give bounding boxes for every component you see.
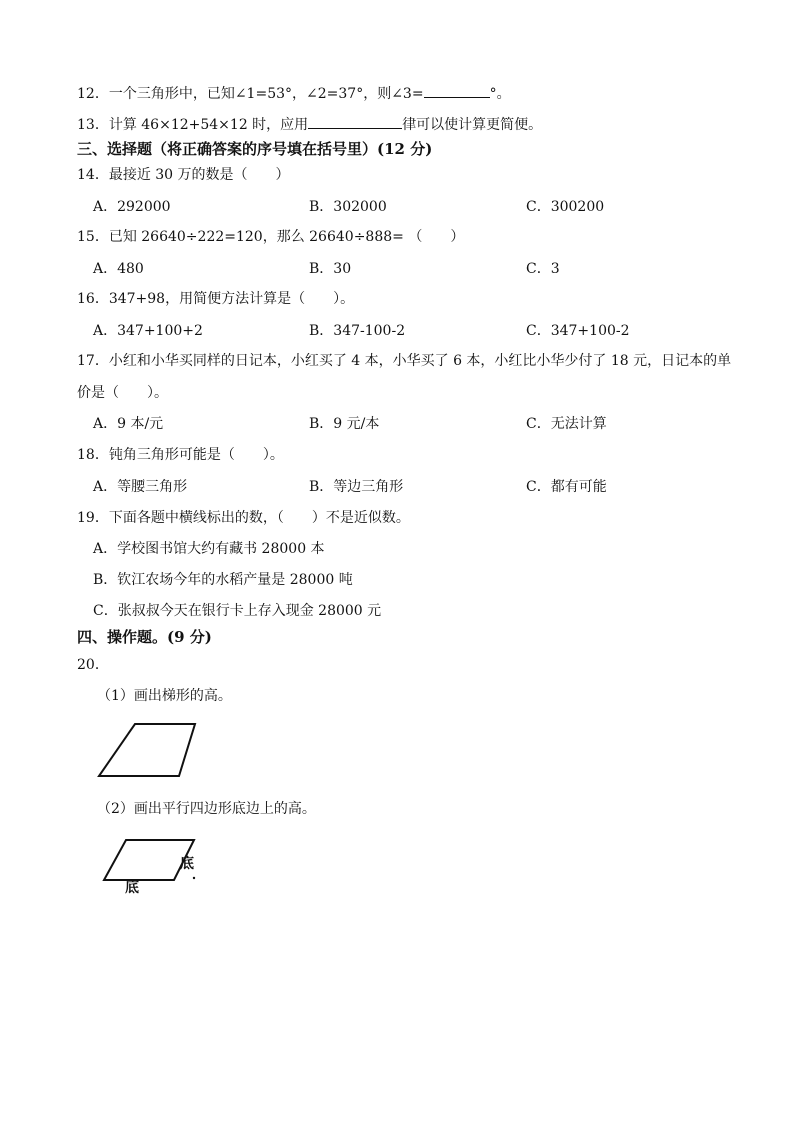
- q17-option-b[interactable]: B．9 元/本: [309, 416, 380, 432]
- q17-stem-line2: 价是（ ）。: [77, 385, 168, 401]
- q16-option-c[interactable]: C．347+100-2: [526, 323, 630, 339]
- q13-line: [77, 114, 542, 134]
- q15-option-a[interactable]: A．480: [93, 261, 144, 277]
- trapezoid-shape: [99, 724, 195, 776]
- q13-stem: 计算 46×12+54×12 时，应用: [108, 117, 309, 133]
- q18-option-a[interactable]: A．等腰三角形: [93, 479, 188, 495]
- q19-stem: 19．下面各题中横线标出的数，（ ）不是近似数。: [77, 510, 410, 526]
- section-4-heading: 四、操作题。(9 分): [77, 628, 212, 646]
- q18-stem: 18．钝角三角形可能是（ ）。: [77, 447, 284, 463]
- q17-stem-line1: 17．小红和小华买同样的日记本，小红买了 4 本，小华买了 6 本，小红比小华少付了 18 元，日记本的单: [77, 353, 732, 369]
- q20-number: 20．: [77, 657, 109, 673]
- q19-option-c[interactable]: C．张叔叔今天在银行卡上存入现金 28000 元: [93, 603, 382, 619]
- q18-option-b[interactable]: B．等边三角形: [309, 479, 404, 495]
- q17-option-c[interactable]: C．无法计算: [526, 416, 607, 432]
- q19-option-a[interactable]: A．学校图书馆大约有藏书 28000 本: [93, 541, 325, 557]
- q13-tail: 律可以使计算更简便。: [402, 117, 543, 133]
- q14-option-b[interactable]: B．302000: [309, 199, 387, 215]
- q12-line: [77, 83, 511, 103]
- q14-stem: 14．最接近 30 万的数是（ ）: [77, 167, 290, 183]
- parallelogram-side-base-label: 底: [180, 856, 194, 872]
- q13-num: 13．: [77, 117, 109, 133]
- parallelogram-bottom-base-label: 底: [125, 880, 139, 896]
- q14-option-a[interactable]: A．292000: [93, 199, 171, 215]
- q15-option-b[interactable]: B．30: [309, 261, 352, 277]
- q12-text: 12．: [77, 86, 109, 102]
- section-3-heading: 三、选择题（将正确答案的序号填在括号里）(12 分): [77, 140, 433, 158]
- q20-sub1: （1）画出梯形的高。: [97, 688, 232, 704]
- q17-option-a[interactable]: A．9 本/元: [93, 416, 164, 432]
- q12-answer-blank[interactable]: [424, 83, 490, 98]
- trapezoid-figure[interactable]: [95, 720, 205, 782]
- q16-option-b[interactable]: B．347-100-2: [309, 323, 406, 339]
- vertex-dot: [193, 877, 195, 879]
- q16-option-a[interactable]: A．347+100+2: [93, 323, 203, 339]
- q18-option-c[interactable]: C．都有可能: [526, 479, 607, 495]
- q19-option-b[interactable]: B．钦江农场今年的水稻产量是 28000 吨: [93, 572, 353, 588]
- q16-stem: 16．347+98，用简便方法计算是（ ）。: [77, 291, 355, 307]
- q15-stem: 15．已知 26640÷222=120，那么 26640÷888= （ ）: [77, 229, 465, 245]
- q12-stem: 一个三角形中，已知∠1=53°，∠2=37°，则∠3=: [108, 86, 424, 102]
- q20-sub2: （2）画出平行四边形底边上的高。: [97, 801, 316, 817]
- q13-answer-blank[interactable]: [308, 114, 402, 129]
- q15-option-c[interactable]: C．3: [526, 261, 560, 277]
- q14-option-c[interactable]: C．300200: [526, 199, 605, 215]
- q12-tail: °。: [489, 86, 511, 102]
